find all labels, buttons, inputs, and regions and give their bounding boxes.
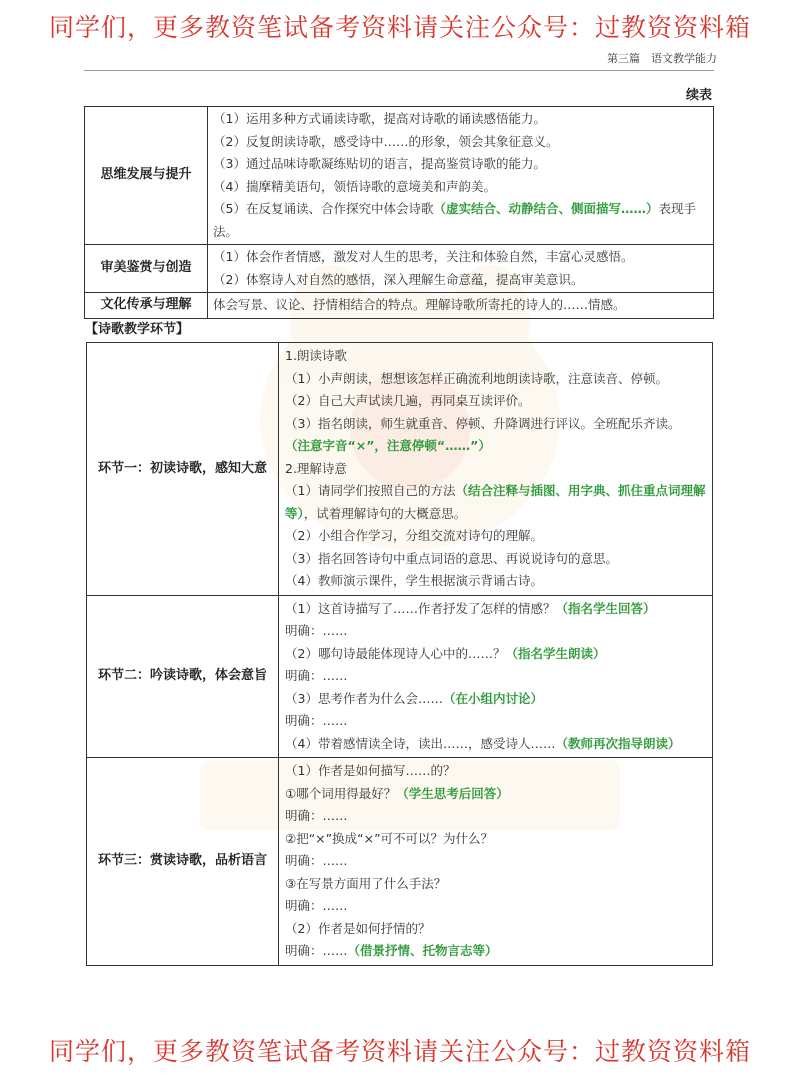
content-line — [285, 805, 706, 828]
content-line — [213, 246, 707, 269]
table-row — [85, 245, 714, 293]
body-text: （3）思考作者为什么会…… — [285, 690, 443, 706]
annotation-text: （注意字音“×”，注意停顿“……”） — [285, 438, 491, 453]
body-text: （1）体会作者情感，激发对人生的思考，关注和体验自然，丰富心灵感悟。 — [213, 249, 634, 264]
annotation-text: （学生思考后回答） — [396, 785, 509, 801]
content-line — [285, 688, 706, 711]
body-text: （2）反复朗读诗歌，感受诗中……的形象，领会其象征意义。 — [213, 133, 559, 149]
body-text: （2）自己大声试读几遍，再同桌互读评价。 — [285, 393, 531, 408]
body-text: 明确：…… — [285, 668, 348, 683]
body-text: （1）运用多种方式诵读诗歌，提高对诗歌的诵读感悟能力。 — [213, 111, 546, 126]
table-row — [87, 595, 713, 758]
annotation-text: （在小组内讨论） — [442, 690, 543, 706]
body-text: 明确：…… — [285, 808, 348, 823]
body-text: 2.理解诗意 — [285, 460, 347, 476]
content-line — [213, 108, 707, 131]
body-text: 体会写景、议论、抒情相结合的特点。理解诗歌所寄托的诗人的……情感。 — [213, 297, 626, 312]
annotation-text: （教师再次指导朗读） — [555, 735, 681, 751]
body-text: ①哪个词用得最好？ — [285, 785, 397, 801]
body-text: （2）小组合作学习，分组交流对诗句的理解。 — [285, 528, 543, 543]
content-line — [285, 620, 706, 643]
body-text: ③在写景方面用了什么手法？ — [285, 875, 447, 891]
row-content — [208, 293, 714, 319]
body-text: 表现手法。 — [213, 201, 696, 239]
row-label: 审美鉴赏与创造 — [85, 245, 208, 293]
step-content — [279, 758, 713, 966]
body-text: ②把“×”换成“×”可不可以？为什么？ — [285, 830, 494, 846]
content-line — [285, 413, 706, 436]
continued-label: 续表 — [685, 88, 712, 103]
row-content — [208, 245, 714, 293]
goals-table — [84, 106, 714, 319]
body-text: （2）体察诗人对自然的感悟，深入理解生命意蕴，提高审美意识。 — [213, 271, 584, 287]
annotation-text: （结合注释与插图、用字典、抓住重点词理解等） — [285, 483, 706, 521]
content-line — [285, 760, 706, 783]
section-title: 【诗歌教学环节】 — [85, 322, 190, 337]
body-text: 明确：…… — [285, 943, 348, 958]
table-row — [87, 343, 713, 596]
body-text: （1）这首诗描写了……作者抒发了怎样的情感？ — [285, 600, 556, 616]
body-text: 明确：…… — [285, 713, 348, 728]
content-line — [285, 368, 706, 391]
promo-banner-top: 同学们，更多教资笔试备考资料请关注公众号：过教资资料箱 — [48, 13, 751, 42]
content-line — [285, 665, 706, 688]
body-text: （5）在反复诵读、合作探究中体会诗歌 — [213, 201, 434, 216]
content-line — [285, 850, 706, 873]
content-line — [285, 918, 706, 941]
table-row — [85, 107, 714, 245]
body-text: （1）请同学们按照自己的方法 — [285, 483, 456, 498]
body-text: （1）小声朗读，想想该怎样正确流利地朗读诗歌，注意读音、停顿。 — [285, 370, 668, 386]
body-text: （4）揣摩精美语句，领悟诗歌的意境美和声韵美。 — [213, 178, 496, 194]
body-text: （4）教师演示课件，学生根据演示背诵古诗。 — [285, 573, 543, 588]
content-line — [285, 643, 706, 666]
body-text: （3）指名回答诗句中重点词语的意思、再说说诗句的意思。 — [285, 550, 618, 566]
body-text: （4）带着感情读全诗，读出……，感受诗人…… — [285, 735, 556, 751]
annotation-text: （指名学生回答） — [555, 600, 656, 616]
step-label: 环节二：吟读诗歌，体会意旨 — [87, 595, 279, 758]
content-line — [285, 828, 706, 851]
annotation-text: （虚实结合、动静结合、侧面描写……） — [433, 201, 659, 216]
body-text: （3）指名朗读，师生就重音、停顿、升降调进行评议。全班配乐齐读。 — [285, 415, 681, 431]
content-line — [285, 390, 706, 413]
content-line — [285, 345, 706, 368]
row-content — [208, 107, 714, 245]
body-text: （3）通过品味诗歌凝练贴切的语言，提高鉴赏诗歌的能力。 — [213, 156, 546, 171]
row-label: 文化传承与理解 — [85, 293, 208, 319]
step-label: 环节一：初读诗歌，感知大意 — [87, 343, 279, 596]
body-text: 1.朗读诗歌 — [285, 348, 347, 363]
header-divider — [84, 70, 714, 71]
row-label: 思维发展与提升 — [85, 107, 208, 245]
content-line — [285, 598, 706, 621]
content-line — [285, 458, 706, 481]
body-text: （1）作者是如何描写……的？ — [285, 763, 456, 778]
annotation-text: （指名学生朗读） — [505, 645, 606, 661]
body-text: 明确：…… — [285, 853, 348, 868]
body-text: （2）作者是如何抒情的？ — [285, 920, 431, 936]
content-line — [213, 153, 707, 176]
content-line — [285, 895, 706, 918]
running-head: 第三篇 语文教学能力 — [607, 52, 717, 65]
content-line — [285, 480, 706, 525]
content-line — [285, 733, 706, 756]
content-line — [285, 873, 706, 896]
table-row — [85, 293, 714, 319]
content-line — [285, 548, 706, 571]
content-line — [285, 940, 706, 963]
teaching-steps-table — [86, 342, 713, 966]
content-line — [213, 131, 707, 154]
body-text: 明确：…… — [285, 898, 348, 913]
content-line — [285, 570, 706, 593]
body-text: 明确：…… — [285, 623, 348, 638]
content-line — [285, 783, 706, 806]
content-line — [213, 176, 707, 199]
step-content — [279, 595, 713, 758]
content-line — [285, 525, 706, 548]
content-line — [213, 269, 707, 292]
promo-banner-bottom: 同学们，更多教资笔试备考资料请关注公众号：过教资资料箱 — [48, 1037, 751, 1066]
content-line — [213, 198, 707, 243]
content-line — [285, 435, 706, 458]
annotation-text: （借景抒情、托物言志等） — [347, 943, 498, 958]
step-content — [279, 343, 713, 596]
table-row — [87, 758, 713, 966]
body-text: ，试着理解诗句的大概意思。 — [303, 505, 467, 521]
step-label: 环节三：赏读诗歌，品析语言 — [87, 758, 279, 966]
content-line — [213, 294, 707, 317]
content-line — [285, 710, 706, 733]
body-text: （2）哪句诗最能体现诗人心中的……？ — [285, 645, 506, 661]
